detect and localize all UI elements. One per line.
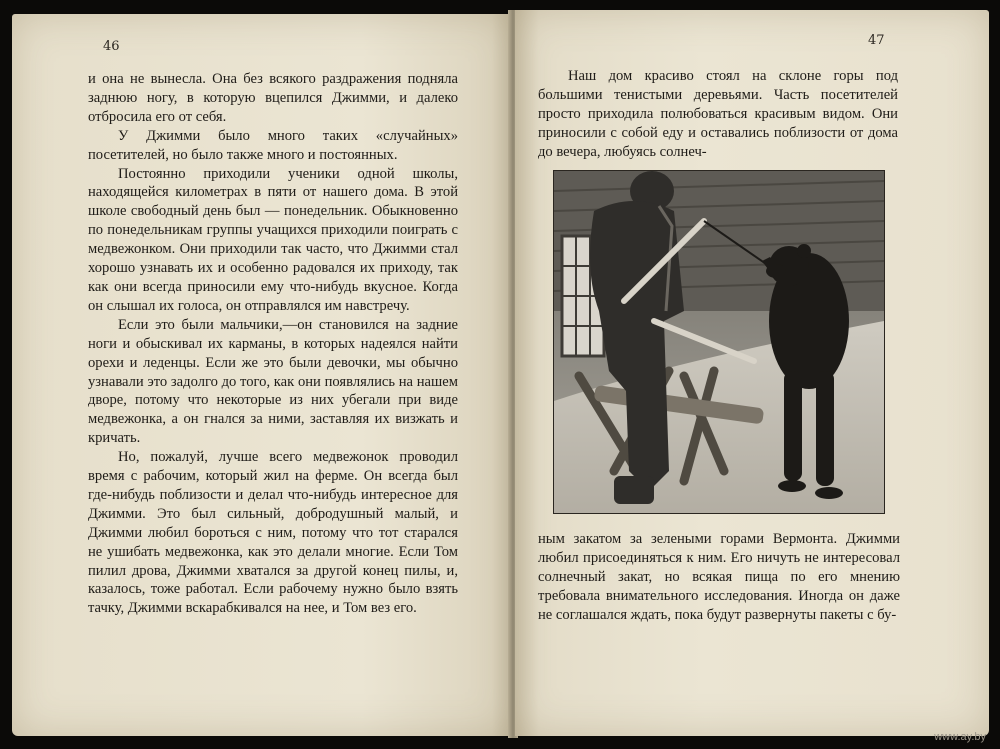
paragraph: У Джимми было много таких «случайных» посетителей, но было также много и постоянных. [88,127,458,163]
right-page-top-text [538,67,898,162]
paragraph: Если это были мальчики,—он становился на задние ноги и обыскивал их карманы, в которых надеялся найти орехи и леденцы. Если же это были девочки, мы обычно узнавали это задолго до того, как они появлялись на нашем дворе, потому что некоторые из них убегали при виде медвежонка, а он гнался за ними, заставляя их визжать и кричать. [88,316,458,447]
left-page-text [88,70,458,618]
right-page-bottom-text [538,530,900,625]
paragraph: Наш дом красиво стоял на склоне горы под большими тенистыми деревьями. Часть посетителей просто приходила полюбоваться красивым видом. Они приносили с собой еду и оставались поблизости от дома до вечера, любуясь солнеч- [538,68,898,160]
photo-man-sawing-with-bear [553,170,885,514]
paragraph: Постоянно приходили ученики одной школы, находящейся километрах в пяти от нашего дома. В этой школе свободный день был — понедельник. Обыкновенно по понедельникам группы учащихся приходили поиграть с медвежонком. Они приходили так часто, что Джимми стал хорошо узнавать их и особенно радовался их приходу, так как они всегда приносили ему что-нибудь вкусное. Когда он слышал их голоса, он отправлялся им навстречу. [88,165,458,314]
paragraph: и она не вынесла. Она без всякого раздражения подняла заднюю ногу, в которую вцепился Джимми, и далеко отбросила его от себя. [88,71,458,125]
paragraph: Но, пожалуй, лучше всего медвежонок проводил время с рабочим, который жил на ферме. Он всегда был где-нибудь поблизости и делал что-нибудь интересное для Джимми. Это был сильный, добродушный малый, и Джимми любил бороться с ним, потому что тот старался не ушибать медвежонка, как это делали многие. Если Том пилил дрова, Джимми хватался за другой конец пилы, и, казалось, тоже работал. Если рабочему нужно было взять тачку, Джимми вскарабкивался на нее, и Том вез его. [88,449,458,617]
paragraph: ным закатом за зелеными горами Вермонта. Джимми любил присоединяться к ним. Его ничуть не интересовал солнечный закат, но всякая пища по его мнению требовала внимательного исследования. Иногда он даже не соглашался ждать, пока будут развернуты пакеты с бу- [538,531,900,623]
watermark: www.ay.by [934,731,986,743]
right-page-number: 47 [868,33,885,48]
left-page-number: 46 [103,39,120,54]
